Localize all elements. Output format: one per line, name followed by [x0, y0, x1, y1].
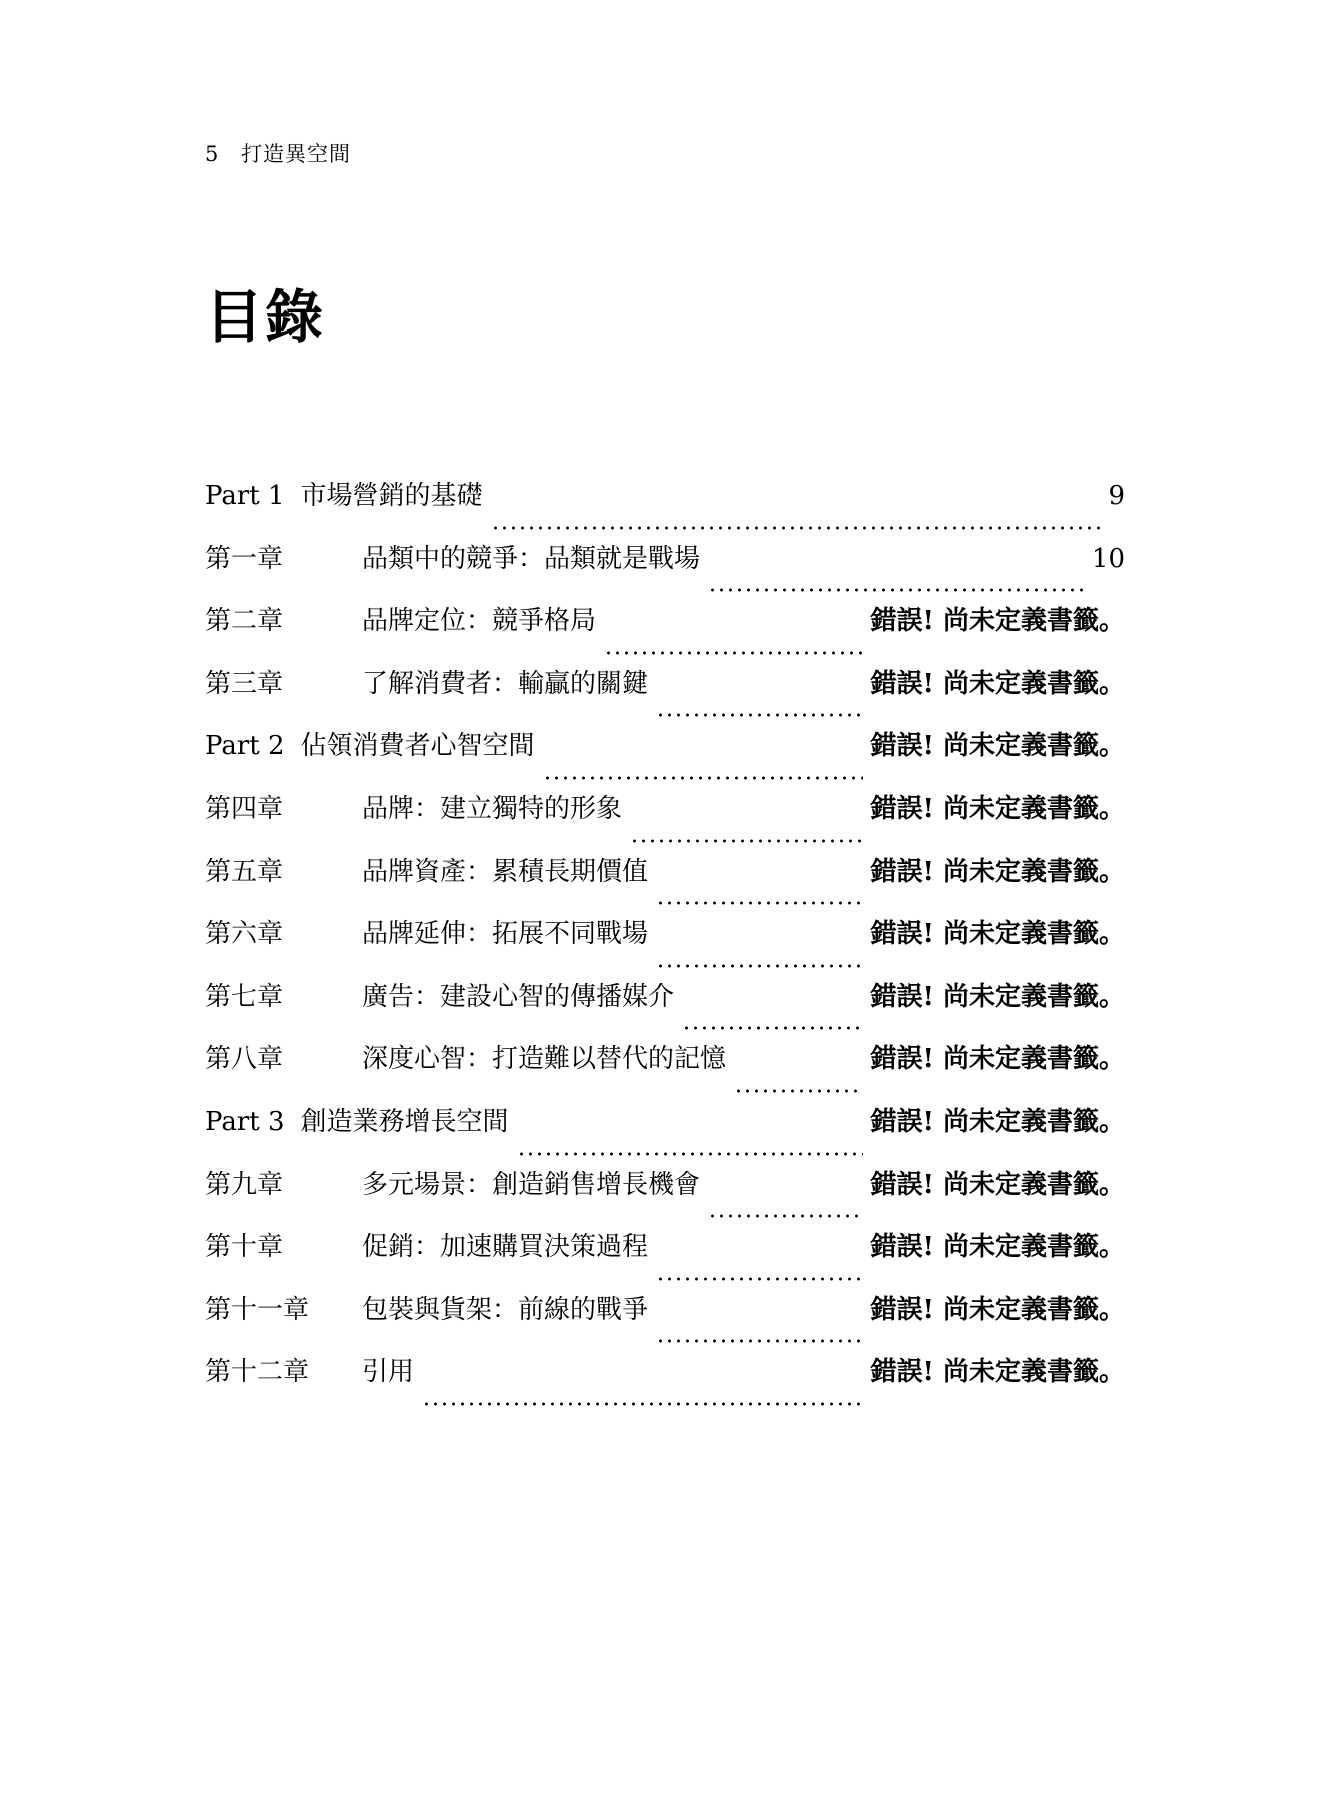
- toc-dot-leader: [656, 713, 863, 717]
- toc-chapter-label: 第十二章: [205, 1357, 310, 1388]
- toc-bookmark-error: 錯誤! 尚未定義書籤。: [870, 1169, 1125, 1200]
- toc-chapter-label: 第三章: [205, 668, 284, 699]
- table-of-contents: [205, 483, 1125, 1422]
- toc-entry-title: 品牌定位：競爭格局: [362, 606, 597, 637]
- header-page-number: 5: [205, 142, 220, 166]
- toc-chapter-label: 第一章: [205, 543, 284, 574]
- toc-entry[interactable]: [205, 981, 1125, 1047]
- toc-bookmark-error: 錯誤! 尚未定義書籤。: [870, 606, 1125, 637]
- toc-bookmark-error: 錯誤! 尚未定義書籤。: [870, 919, 1125, 950]
- toc-entry-title: 深度心智：打造難以替代的記憶: [362, 1044, 727, 1075]
- toc-chapter-label: 第十章: [205, 1232, 284, 1263]
- toc-dot-leader: [656, 1277, 863, 1281]
- toc-bookmark-error: 錯誤! 尚未定義書籤。: [870, 731, 1125, 762]
- toc-entry-title: 引用: [362, 1357, 415, 1388]
- toc-dot-leader: [656, 1339, 863, 1343]
- toc-entry[interactable]: [205, 1234, 1125, 1297]
- toc-entry[interactable]: [205, 543, 1125, 609]
- toc-entry-title: 多元場景：創造銷售增長機會: [362, 1169, 701, 1200]
- toc-entry[interactable]: [205, 921, 1125, 984]
- toc-entry[interactable]: [205, 668, 1125, 734]
- toc-dot-leader: [604, 651, 863, 655]
- toc-bookmark-error: 錯誤! 尚未定義書籤。: [870, 793, 1125, 824]
- toc-page-number: 10: [1091, 543, 1125, 574]
- toc-bookmark-error: 錯誤! 尚未定義書籤。: [870, 1232, 1125, 1263]
- toc-entry[interactable]: [205, 793, 1125, 859]
- toc-chapter-label: 第六章: [205, 919, 284, 950]
- toc-dot-leader: [517, 1152, 863, 1156]
- toc-chapter-label: 第七章: [205, 981, 284, 1012]
- toc-entry-title: 創造業務增長空間: [300, 1106, 509, 1137]
- toc-entry[interactable]: [205, 483, 1125, 546]
- toc-entry-title: 品牌資產：累積長期價值: [362, 856, 649, 887]
- toc-part-label: Part 2: [205, 731, 285, 762]
- toc-dot-leader: [543, 776, 863, 780]
- toc-entry[interactable]: [205, 733, 1125, 796]
- toc-entry-title: 品牌延伸：拓展不同戰場: [362, 919, 649, 950]
- toc-dot-leader: [422, 1402, 863, 1406]
- toc-entry[interactable]: [205, 1359, 1125, 1422]
- toc-page-number: 9: [1108, 481, 1125, 511]
- toc-bookmark-error: 錯誤! 尚未定義書籤。: [870, 856, 1125, 887]
- toc-entry-title: 了解消費者：輸贏的關鍵: [362, 668, 649, 699]
- toc-chapter-label: 第二章: [205, 606, 284, 637]
- toc-chapter-label: 第十一章: [205, 1294, 310, 1325]
- toc-chapter-label: 第五章: [205, 856, 284, 887]
- toc-part-label: Part 3: [205, 1106, 285, 1137]
- toc-dot-leader: [656, 901, 863, 905]
- toc-entry-title: 廣告：建設心智的傳播媒介: [362, 981, 675, 1012]
- toc-entry-title: 包裝與貨架：前線的戰爭: [362, 1294, 649, 1325]
- toc-entry[interactable]: [205, 856, 1125, 922]
- toc-part-label: Part 1: [205, 481, 285, 511]
- toc-dot-leader: [708, 1214, 863, 1218]
- toc-chapter-label: 第九章: [205, 1169, 284, 1200]
- toc-bookmark-error: 錯誤! 尚未定義書籤。: [870, 1357, 1125, 1388]
- toc-dot-leader: [682, 1026, 863, 1030]
- toc-entry-title: 促銷：加速購買決策過程: [362, 1232, 649, 1263]
- toc-chapter-label: 第四章: [205, 793, 284, 824]
- toc-dot-leader: [734, 1089, 863, 1093]
- toc-heading: 目錄: [205, 283, 326, 351]
- toc-entry[interactable]: [205, 1106, 1125, 1172]
- toc-entry-title: 佔領消費者心智空間: [300, 731, 535, 762]
- toc-dot-leader: [491, 526, 1101, 530]
- running-header: [205, 144, 351, 165]
- toc-bookmark-error: 錯誤! 尚未定義書籤。: [870, 1294, 1125, 1325]
- header-book-title: 打造異空間: [241, 142, 352, 166]
- toc-chapter-label: 第八章: [205, 1044, 284, 1075]
- toc-bookmark-error: 錯誤! 尚未定義書籤。: [870, 1106, 1125, 1137]
- toc-bookmark-error: 錯誤! 尚未定義書籤。: [870, 981, 1125, 1012]
- toc-entry-title: 品類中的競爭：品類就是戰場: [362, 543, 701, 574]
- toc-dot-leader: [630, 839, 863, 843]
- toc-entry[interactable]: [205, 1169, 1125, 1235]
- toc-entry[interactable]: [205, 1046, 1125, 1109]
- toc-bookmark-error: 錯誤! 尚未定義書籤。: [870, 1044, 1125, 1075]
- toc-dot-leader: [656, 964, 863, 968]
- toc-entry[interactable]: [205, 1294, 1125, 1360]
- toc-entry[interactable]: [205, 608, 1125, 671]
- toc-dot-leader: [708, 588, 1084, 592]
- toc-entry-title: 市場營銷的基礎: [300, 481, 483, 511]
- toc-entry-title: 品牌：建立獨特的形象: [362, 793, 623, 824]
- toc-bookmark-error: 錯誤! 尚未定義書籤。: [870, 668, 1125, 699]
